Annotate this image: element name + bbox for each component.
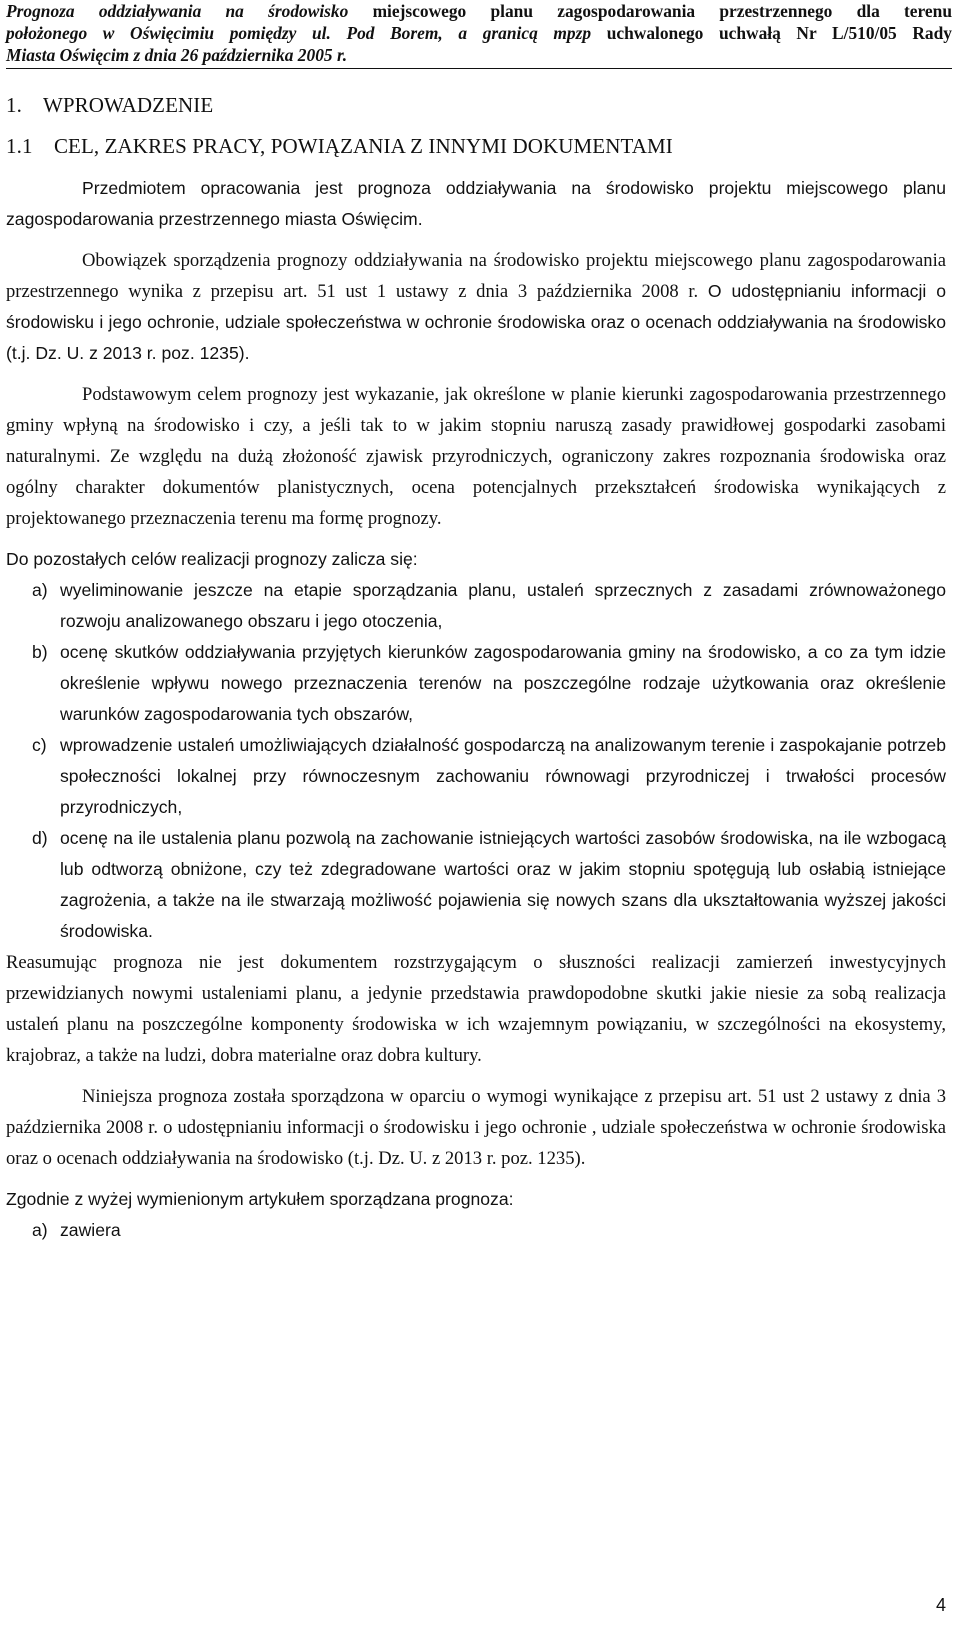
goal-item (6, 823, 946, 947)
paragraph-summary-text: Reasumując prognoza nie jest dokumentem rozstrzygającym o słuszności realizacji zamierzeń inwestycyjnych przewidzianych nowymi ustaleniami planu, a jedynie przedstawia prawdopodobne skutki jakie niesie za sobą realizacja ustaleń planu na poszczególne komponenty środowiska w ich wzajemnym powiązaniu, w szczególności na ekosystemy, krajobraz, a także na ludzi, dobra materialne oraz dobra kultury. (6, 952, 946, 1066)
paragraph-obligation (6, 245, 946, 369)
goal-item-marker: d) (32, 828, 48, 848)
paragraph-obligation-part1: Obowiązek sporządzenia prognozy oddziaływania na środowisko projektu miejscowego planu zagospodarowania przestrzennego wynika z przepisu art. 51 ust 1 ustawy z dnia 3 października 2008 r. (6, 250, 946, 302)
paragraph-other-goals-intro: Do pozostałych celów realizacji prognozy zalicza się: (6, 549, 418, 569)
paragraph-contents-intro: Zgodnie z wyżej wymienionym artykułem sporządzana prognoza: (6, 1189, 514, 1209)
document-body (6, 173, 946, 1246)
goal-item-text: wprowadzenie ustaleń umożliwiających działalność gospodarczą na analizowanym terenie i zaspokajanie potrzeb społeczności lokalnej przy równoczesnym zachowaniu równowagi przyrodniczej i trwałości procesów przyrodniczych, (60, 735, 946, 817)
paragraph-main-goal-part1: Podstawowym celem prognozy jest wykazanie, jak określone w planie kierunki zagospodarowania przestrzennego gminy wpłyną na środowisko i czy, a jeśli tak to w jakim stopniu naruszą zasady prawidłowej gospodarki zasobami naturalnymi. (6, 384, 946, 467)
goal-item (6, 637, 946, 730)
contents-item-marker: a) (32, 1220, 48, 1240)
page-number: 4 (935, 1595, 946, 1615)
paragraph-summary (6, 947, 946, 1071)
paragraph-basis (6, 1081, 946, 1174)
header-line-1-rest: miejscowego planu zagospodarowania przestrzennego dla terenu (348, 1, 952, 21)
goal-item (6, 575, 946, 637)
contents-list (6, 1215, 946, 1246)
goal-item-text: ocenę skutków oddziaływania przyjętych kierunków zagospodarowania gminy na środowisko, a co za tym idzie określenie wpływu nowego przeznaczenia terenów na poszczególne rodzaje użytkowania oraz określenie warunków zagospodarowania tych obszarów, (60, 642, 946, 724)
paragraph-obligation-part2: O udostępnianiu informacji o środowisku i jego ochronie, udziale społeczeństwa w ochronie środowiska oraz o ocenach oddziaływania na środowisko (t.j. Dz. U. z 2013 r. poz. 1235). (6, 281, 946, 363)
subsection-heading: 1.1 CEL, ZAKRES PRACY, POWIĄZANIA Z INNYMI DOKUMENTAMI (6, 134, 673, 158)
goal-item-marker: c) (32, 735, 47, 755)
goal-item-marker: b) (32, 642, 48, 662)
header-line-1-italic: Prognoza oddziaływania na środowisko (6, 1, 349, 21)
header-line-3 (6, 44, 952, 66)
contents-item-text: zawiera (60, 1220, 121, 1240)
paragraph-main-goal (6, 379, 946, 534)
running-header (6, 0, 952, 69)
header-line-2-italic: położonego w Oświęcimiu pomiędzy ul. Pod Borem, a granicą mpzp (6, 23, 592, 43)
contents-item (6, 1215, 946, 1246)
header-line-2 (6, 22, 952, 44)
header-line-3-italic: Miasta Oświęcim z dnia 26 października 2005 r. (6, 45, 348, 65)
paragraph-main-goal-part2: Ze względu na dużą złożoność zjawisk przyrodniczych, ograniczony zakres rozpoznania środowiska oraz ogólny charakter dokumentów planistycznych, ocena potencjalnych przekształceń środowiska wynikających z projektowanego przeznaczenia terenu ma formę prognozy. (6, 446, 946, 529)
goal-item-text: ocenę na ile ustalenia planu pozwolą na zachowanie istniejących wartości zasobów środowiska, na ile wzbogacą lub odtworzą obniżone, czy też zdegradowane wartości oraz w jakim stopniu spotęgują lub osłabią istniejące zagrożenia, a także na ile stwarzają możliwość pojawienia się nowych szans dla ukształtowania wyższej jakości środowiska. (60, 828, 946, 941)
section-heading: 1. WPROWADZENIE (6, 93, 214, 117)
goal-item (6, 730, 946, 823)
goals-list (6, 575, 946, 947)
header-line-1 (6, 0, 952, 22)
goal-item-text: wyeliminowanie jeszcze na etapie sporządzania planu, ustaleń sprzecznych z zasadami zrównoważonego rozwoju analizowanego obszaru i jego otoczenia, (60, 580, 946, 631)
paragraph-basis-text: Niniejsza prognoza została sporządzona w oparciu o wymogi wynikające z przepisu art. 51 ust 2 ustawy z dnia 3 października 2008 r. o udostępnianiu informacji o środowisku i jego ochronie , udziale społeczeństwa w ochronie środowiska oraz o ocenach oddziaływania na środowisko (t.j. Dz. U. z 2013 r. poz. 1235). (6, 1086, 946, 1169)
header-line-2-rest: uchwalonego uchwałą Nr L/510/05 Rady (591, 23, 952, 43)
paragraph-subject: Przedmiotem opracowania jest prognoza oddziaływania na środowisko projektu miejscowego planu zagospodarowania przestrzennego miasta Oświęcim. (6, 178, 946, 229)
goal-item-marker: a) (32, 580, 48, 600)
